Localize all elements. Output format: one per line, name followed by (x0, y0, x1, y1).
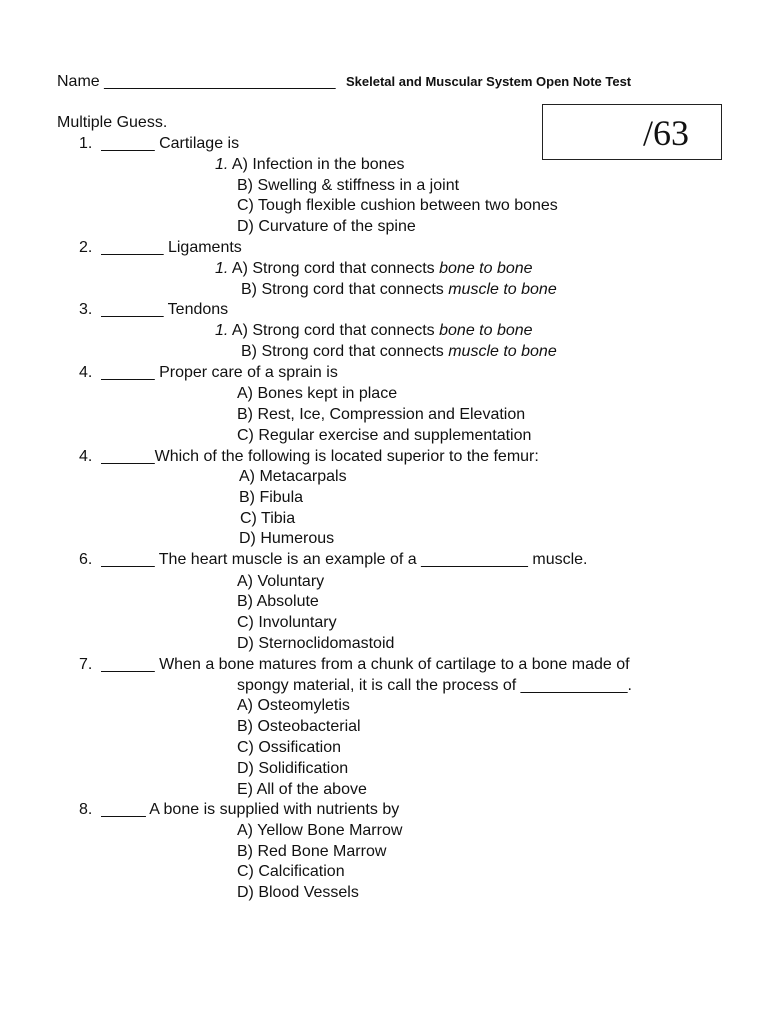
option-emphasis: bone to bone (439, 260, 533, 277)
question-4-stem: 4. ______ Proper care of a sprain is (79, 364, 338, 381)
option-emphasis: muscle to bone (448, 343, 557, 360)
question-5-option-c: C) Tibia (240, 510, 296, 527)
section-title: Multiple Guess. (57, 114, 168, 131)
question-3-option-b (241, 342, 557, 362)
question-7-option-d: D) Solidification (237, 760, 349, 777)
option-emphasis: muscle to bone (448, 281, 557, 298)
question-8-stem: 8. _____ A bone is supplied with nutrients by (79, 801, 400, 818)
option-text: B) Strong cord that connects (241, 343, 449, 360)
question-6-option-a: A) Voluntary (237, 573, 325, 590)
option-text: A) Infection in the bones (228, 156, 405, 173)
question-1-option-b: B) Swelling & stiffness in a joint (237, 177, 460, 194)
question-6-stem: 6. ______ The heart muscle is an example of a ____________ muscle. (79, 551, 588, 568)
test-title: Skeletal and Muscular System Open Note Test (346, 74, 632, 89)
option-emphasis: bone to bone (439, 322, 533, 339)
option-text: B) Strong cord that connects (241, 281, 449, 298)
question-6-option-b: B) Absolute (237, 593, 319, 610)
question-8-option-d: D) Blood Vessels (237, 884, 359, 901)
option-marker: 1. (215, 156, 229, 173)
question-4-option-a: A) Bones kept in place (237, 385, 398, 402)
question-8-option-b: B) Red Bone Marrow (237, 843, 387, 860)
question-2-stem: 2. _______ Ligaments (79, 239, 242, 256)
question-5-option-d: D) Humerous (239, 530, 335, 547)
question-2-option-b (241, 280, 557, 300)
question-7-option-e: E) All of the above (237, 781, 367, 798)
question-6-option-c: C) Involuntary (237, 614, 337, 631)
question-3-stem: 3. _______ Tendons (79, 301, 229, 318)
question-5-option-a: A) Metacarpals (239, 468, 347, 485)
question-5-option-b: B) Fibula (239, 489, 304, 506)
option-text: A) Strong cord that connects (228, 322, 440, 339)
option-marker: 1. (215, 322, 229, 339)
question-4-option-c: C) Regular exercise and supplementation (237, 427, 532, 444)
question-5-stem: 4. ______Which of the following is located superior to the femur: (79, 448, 539, 465)
question-8-option-c: C) Calcification (237, 863, 345, 880)
question-6-option-d: D) Sternoclidomastoid (237, 635, 395, 652)
score-box (542, 104, 722, 160)
question-1-option-a (215, 155, 404, 175)
question-7-stem: 7. ______ When a bone matures from a chunk of cartilage to a bone made of (79, 656, 630, 673)
question-7-stem-continued: spongy material, it is call the process of ____________. (237, 677, 632, 694)
question-7-option-b: B) Osteobacterial (237, 718, 361, 735)
score-total: /63 (643, 113, 690, 153)
question-2-option-a (215, 259, 533, 279)
question-7-option-a: A) Osteomyletis (237, 697, 350, 714)
question-3-option-a (215, 321, 533, 341)
question-1-stem: 1. ______ Cartilage is (79, 135, 240, 152)
question-7-option-c: C) Ossification (237, 739, 342, 756)
question-1-option-c: C) Tough flexible cushion between two bones (237, 197, 558, 214)
question-4-option-b: B) Rest, Ice, Compression and Elevation (237, 406, 526, 423)
question-8-option-a: A) Yellow Bone Marrow (237, 822, 403, 839)
question-1-option-d: D) Curvature of the spine (237, 218, 416, 235)
header-name-line: Name __________________________ (57, 73, 336, 90)
option-text: A) Strong cord that connects (228, 260, 440, 277)
option-marker: 1. (215, 260, 229, 277)
